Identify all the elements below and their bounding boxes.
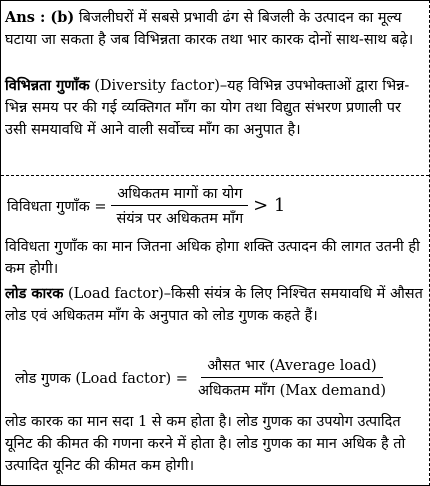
diversity-formula-rhs: > 1 (253, 195, 286, 216)
diversity-note: विविधता गुणाँक का मान जितना अधिक होगा शक्ति उत्पादन की लागत उतनी ही कम होगी। (5, 239, 420, 277)
answer-label: Ans : (b) (5, 9, 75, 26)
load-formula (15, 355, 396, 400)
diversity-definition (5, 75, 427, 141)
load-definition (5, 283, 427, 327)
load-text: (Load factor)–किसी संयंत्र के लिए निश्चित समयावधि में औसत लोड एवं अधिकतम माँग के अनुपात को लोड गुणक कहते हैं। (5, 286, 423, 324)
load-numerator: औसत भार (Average load) (201, 355, 382, 378)
diversity-denominator: संयंत्र पर अधिकतम माँग (116, 211, 244, 227)
diversity-formula-lhs: विविधता गुणाँक = (7, 198, 107, 215)
load-term: लोड कारक (5, 285, 64, 302)
answer-paragraph (5, 7, 427, 51)
section-divider (1, 175, 429, 176)
diversity-text: (Diversity factor)–यह विभिन्न उपभोक्ताओं द्वारा भिन्न-भिन्न समय पर की गई व्यक्तिगत माँग का योग तथा विद्युत संभरण प्रणाली पर उसी समयावधि में आने वाली सर्वोच्च माँग का अनुपात है। (5, 78, 410, 138)
load-formula-lhs: लोड गुणक (Load factor) = (15, 370, 188, 387)
load-fraction (192, 355, 392, 400)
answer-text: बिजलीघरों में सबसे प्रभावी ढंग से बिजली के उत्पादन का मूल्य घटाया जा सकता है जब विभिन्नता कारक तथा भार कारक दोनों साथ-साथ बढ़े। (5, 10, 414, 48)
load-denominator: अधिकतम माँग (Max demand) (197, 383, 387, 399)
diversity-formula (7, 183, 285, 228)
diversity-term: विभिन्नता गुणाँक (5, 77, 90, 94)
load-note: लोड कारक का मान सदा 1 से कम होता है। लोड गुणक का उपयोग उत्पादित यूनिट की कीमत की गणना करने में होता है। लोड गुणक का मान अधिक है तो उत्पादित यूनिट की कीमत कम होगी। (5, 414, 406, 474)
diversity-numerator: अधिकतम मागों का योग (111, 183, 248, 206)
diversity-fraction (110, 183, 249, 228)
